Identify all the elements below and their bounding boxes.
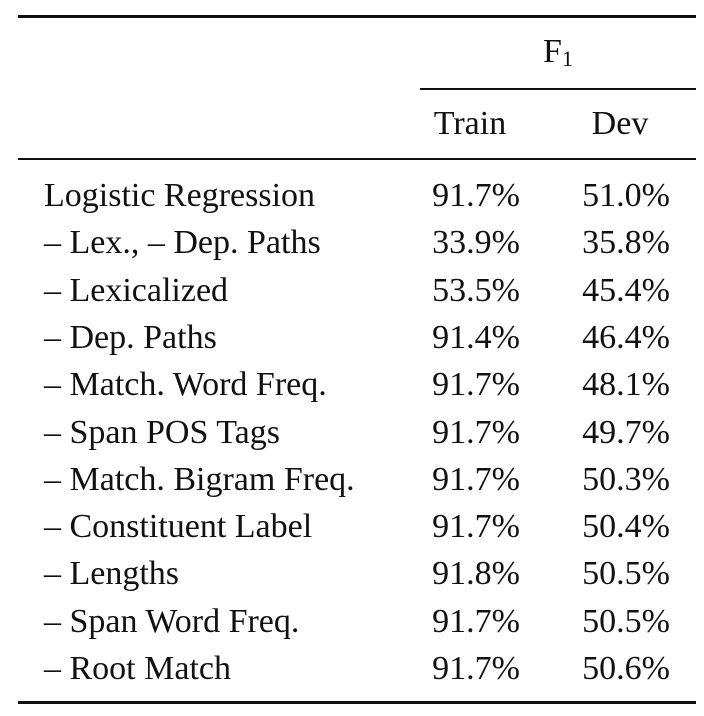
- table-cell-train: 91.7%: [432, 366, 520, 403]
- table-cell-train: 53.5%: [432, 272, 520, 309]
- table-cell-train: 91.4%: [432, 319, 520, 356]
- table-row-label: – Root Match: [44, 650, 231, 687]
- table-cell-train: 91.7%: [432, 650, 520, 687]
- f1-group-header: [420, 32, 696, 72]
- f1-header-rule: [420, 88, 696, 90]
- column-header-dev: Dev: [591, 105, 649, 142]
- bottom-rule: [18, 701, 696, 704]
- table-cell-dev: 50.6%: [582, 650, 670, 687]
- table-cell-train: 91.7%: [432, 177, 520, 214]
- table-row-label: – Lengths: [44, 555, 180, 592]
- table-cell-dev: 51.0%: [582, 177, 670, 214]
- header-rule: [18, 158, 696, 160]
- f1-label: F: [543, 33, 562, 70]
- table-row-label: – Match. Word Freq.: [44, 366, 327, 403]
- table-cell-dev: 50.5%: [582, 603, 670, 640]
- table-row-label: – Constituent Label: [44, 508, 313, 545]
- table-cell-dev: 35.8%: [582, 224, 670, 261]
- table-cell-dev: 46.4%: [582, 319, 670, 356]
- table-cell-train: 33.9%: [432, 224, 520, 261]
- table-cell-train: 91.7%: [432, 414, 520, 451]
- table-cell-train: 91.7%: [432, 603, 520, 640]
- table-cell-train: 91.8%: [432, 555, 520, 592]
- table-cell-dev: 50.3%: [582, 461, 670, 498]
- table-row-label: – Span Word Freq.: [44, 603, 300, 640]
- table-row-label: – Lexicalized: [44, 272, 229, 309]
- top-rule: [18, 15, 696, 18]
- table-row-label: Logistic Regression: [44, 177, 316, 214]
- table-cell-train: 91.7%: [432, 461, 520, 498]
- column-header-train: Train: [433, 105, 507, 142]
- table-row-label: – Dep. Paths: [44, 319, 217, 356]
- table-row-label: – Span POS Tags: [44, 414, 280, 451]
- table-row-label: – Lex., – Dep. Paths: [44, 224, 321, 261]
- table-cell-dev: 50.5%: [582, 555, 670, 592]
- table-cell-train: 91.7%: [432, 508, 520, 545]
- table-cell-dev: 48.1%: [582, 366, 670, 403]
- table-cell-dev: 49.7%: [582, 414, 670, 451]
- f1-subscript: 1: [561, 46, 573, 71]
- table-row-label: – Match. Bigram Freq.: [44, 461, 355, 498]
- table-cell-dev: 45.4%: [582, 272, 670, 309]
- table-cell-dev: 50.4%: [582, 508, 670, 545]
